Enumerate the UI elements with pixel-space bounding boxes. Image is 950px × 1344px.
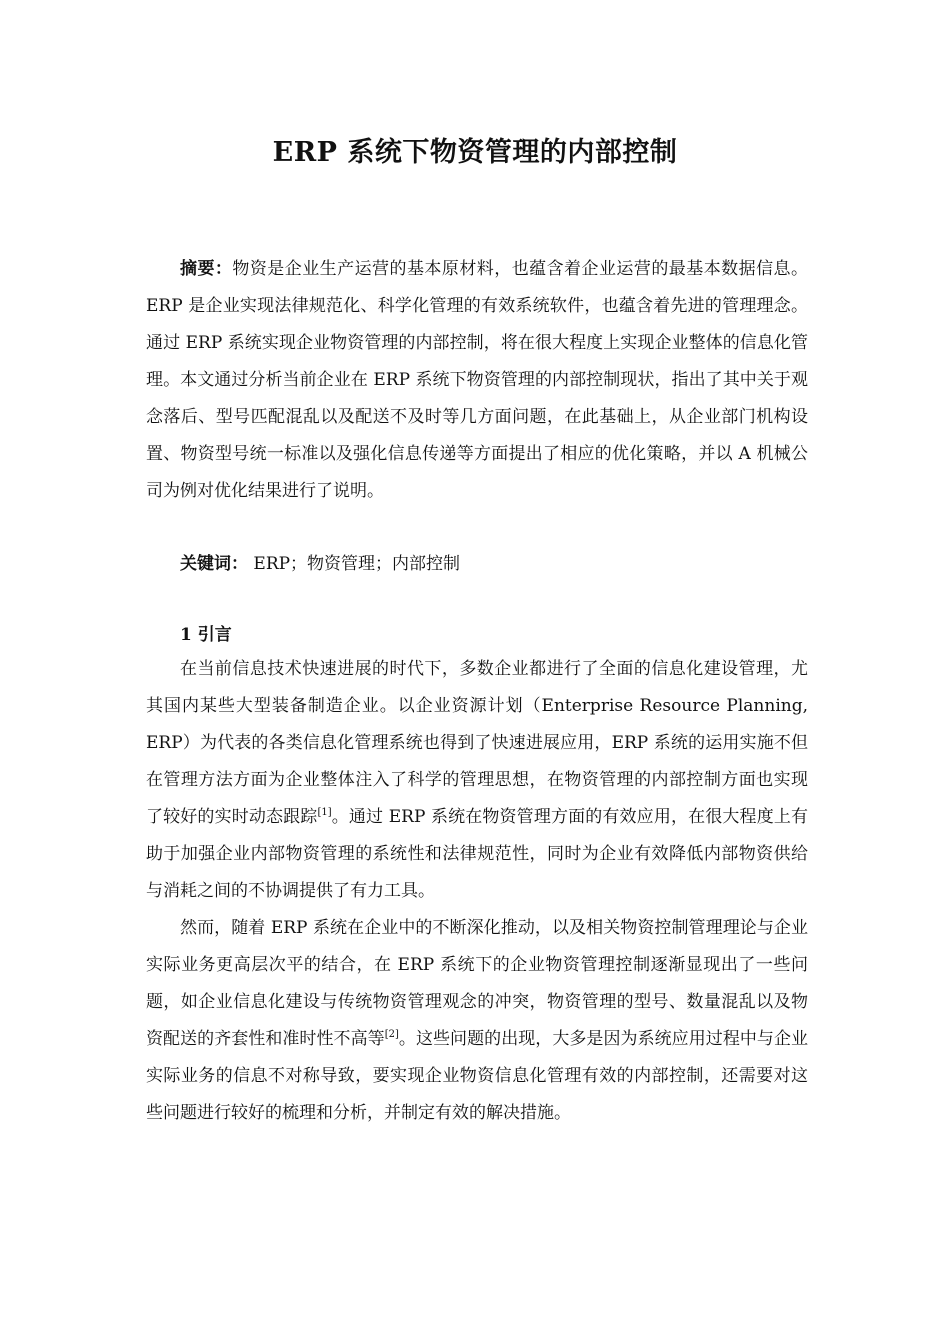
keywords-text: ERP；物资管理；内部控制 — [253, 554, 461, 574]
intro-paragraph-1-text-b: 。通过 ERP 系统在物资管理方面的有效应用，在很大程度上有助于加强企业内部物资管理的系统性和法律规范性，同时为企业有效降低内部物资供给与消耗之间的不协调提供了有力工具。 — [146, 807, 808, 901]
intro-paragraph-1-text-a: 在当前信息技术快速进展的时代下，多数企业都进行了全面的信息化建设管理，尤其国内某些大型装备制造企业。以企业资源计划（Enterprise Resource Planning, ERP）为代表的各类信息化管理系统也得到了快速进展应用，ERP 系统的运用实施不但在管理方法方面为企业整体注入了科学的管理思想，在物资管理的内部控制方面也实现了较好的实时动态跟踪 — [146, 659, 808, 827]
keywords-line — [180, 546, 460, 583]
citation-ref-1[interactable]: [1] — [317, 807, 332, 818]
intro-paragraph-1 — [146, 651, 808, 910]
intro-paragraph-2 — [146, 910, 808, 1132]
abstract-text: 物资是企业生产运营的基本原材料，也蕴含着企业运营的最基本数据信息。ERP 是企业实现法律规范化、科学化管理的有效系统软件，也蕴含着先进的管理理念。通过 ERP 系统实现企业物资管理的内部控制，将在很大程度上实现企业整体的信息化管理。本文通过分析当前企业在 ERP 系统下物资管理的内部控制现状，指出了其中关于观念落后、型号匹配混乱以及配送不及时等几方面问题，在此基础上，从企业部门机构设置、物资型号统一标准以及强化信息传递等方面提出了相应的优化策略，并以 A 机械公司为例对优化结果进行了说明。 — [146, 259, 809, 501]
abstract-label: 摘要： — [180, 259, 233, 279]
introduction-body — [146, 651, 808, 1132]
citation-ref-2[interactable]: [2] — [384, 1029, 399, 1040]
document-title: ERP 系统下物资管理的内部控制 — [272, 137, 678, 168]
intro-paragraph-2-text-b: 。这些问题的出现，大多是因为系统应用过程中与企业实际业务的信息不对称导致，要实现企业物资信息化管理有效的内部控制，还需要对这些问题进行较好的梳理和分析，并制定有效的解决措施。 — [146, 1029, 809, 1123]
section-heading-introduction: 1 引言 — [180, 625, 232, 645]
abstract-block — [146, 251, 808, 510]
abstract-paragraph — [146, 251, 808, 510]
keywords-label: 关键词： — [180, 554, 248, 574]
intro-paragraph-2-text-a: 然而，随着 ERP 系统在企业中的不断深化推动，以及相关物资控制管理理论与企业实际业务更高层次平的结合，在 ERP 系统下的企业物资管理控制逐渐显现出了一些问题，如企业信息化建设与传统物资管理观念的冲突，物资管理的型号、数量混乱以及物资配送的齐套性和准时性不高等 — [146, 918, 808, 1049]
